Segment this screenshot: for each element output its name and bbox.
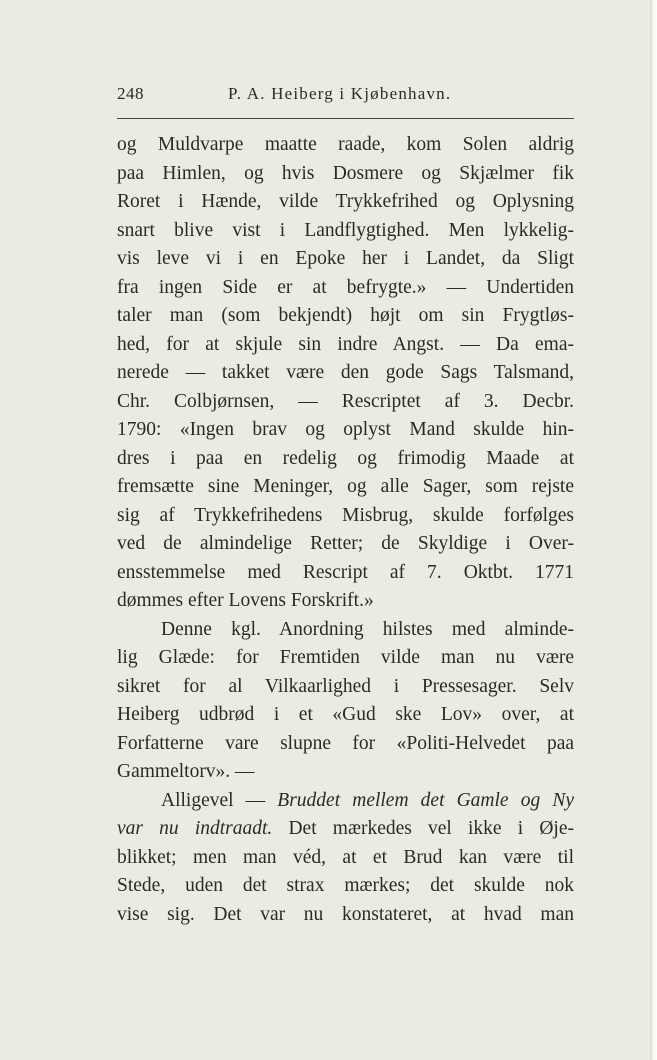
- header-rule: [117, 118, 574, 119]
- text-run: Alligevel —: [161, 789, 278, 811]
- text-line: Chr. Colbjørnsen, — Rescriptet af 3. Decbr.: [117, 390, 574, 412]
- text-line: Stede, uden det strax mærkes; det skulde nok: [117, 875, 574, 896]
- running-header: [117, 84, 573, 108]
- text-line: blikket; men man véd, at et Brud kan være til: [117, 846, 574, 868]
- text-line: vis leve vi i en Epoke her i Landet, da Sligt: [117, 248, 574, 269]
- text-line: ved de almindelige Retter; de Skyldige i Over-: [117, 533, 574, 554]
- text-line: snart blive vist i Landflygtighed. Men lykkelig-: [117, 219, 574, 241]
- text-line: Forfatterne vare slupne for «Politi-Helvedet paa: [117, 732, 574, 754]
- page-number: 248: [117, 84, 144, 103]
- text-line: dømmes efter Lovens Forskrift.»: [117, 590, 374, 611]
- text-line: 1790: «Ingen brav og oplyst Mand skulde hin-: [117, 419, 574, 440]
- text-run: Det mærkedes vel ikke i Øje-: [272, 818, 574, 839]
- text-line: Denne kgl. Anordning hilstes med alminde-: [161, 618, 574, 640]
- text-line: lig Glæde: for Fremtiden vilde man nu være: [117, 647, 574, 668]
- italic-phrase: var nu indtraadt.: [117, 818, 273, 839]
- text-line: sig af Trykkefrihedens Misbrug, skulde forfølges: [117, 504, 574, 526]
- text-line: Gammeltorv». —: [117, 761, 255, 782]
- body-text: [117, 131, 574, 929]
- text-line: paa Himlen, og hvis Dosmere og Skjælmer fik: [117, 162, 574, 184]
- text-line: Roret i Hænde, vilde Trykkefrihed og Oplysning: [117, 191, 574, 212]
- text-line: taler man (som bekjendt) højt om sin Frygtløs-: [117, 305, 574, 326]
- text-line: og Muldvarpe maatte raade, kom Solen aldrig: [117, 134, 574, 155]
- text-line: ensstemmelse med Rescript af 7. Oktbt. 1771: [117, 561, 574, 583]
- text-line: sikret for al Vilkaarlighed i Pressesager. Selv: [117, 675, 574, 697]
- text-line: [117, 815, 574, 844]
- text-line: dres i paa en redelig og frimodig Maade at: [117, 447, 574, 469]
- italic-phrase: Bruddet mellem det Gamle og Ny: [277, 789, 574, 811]
- text-line: vise sig. Det var nu konstateret, at hvad man: [117, 903, 574, 925]
- page-edge: [650, 0, 657, 1060]
- text-line: Heiberg udbrød i et «Gud ske Lov» over, at: [117, 704, 574, 725]
- text-line: fra ingen Side er at befrygte.» — Undertiden: [117, 276, 574, 298]
- text-line: hed, for at skjule sin indre Angst. — Da ema-: [117, 333, 574, 355]
- running-title: P. A. Heiberg i Kjøbenhavn.: [228, 84, 452, 103]
- text-line: fremsætte sine Meninger, og alle Sager, som rejste: [117, 476, 574, 497]
- text-line: nerede — takket være den gode Sags Talsmand,: [117, 362, 574, 383]
- text-line: [117, 787, 574, 816]
